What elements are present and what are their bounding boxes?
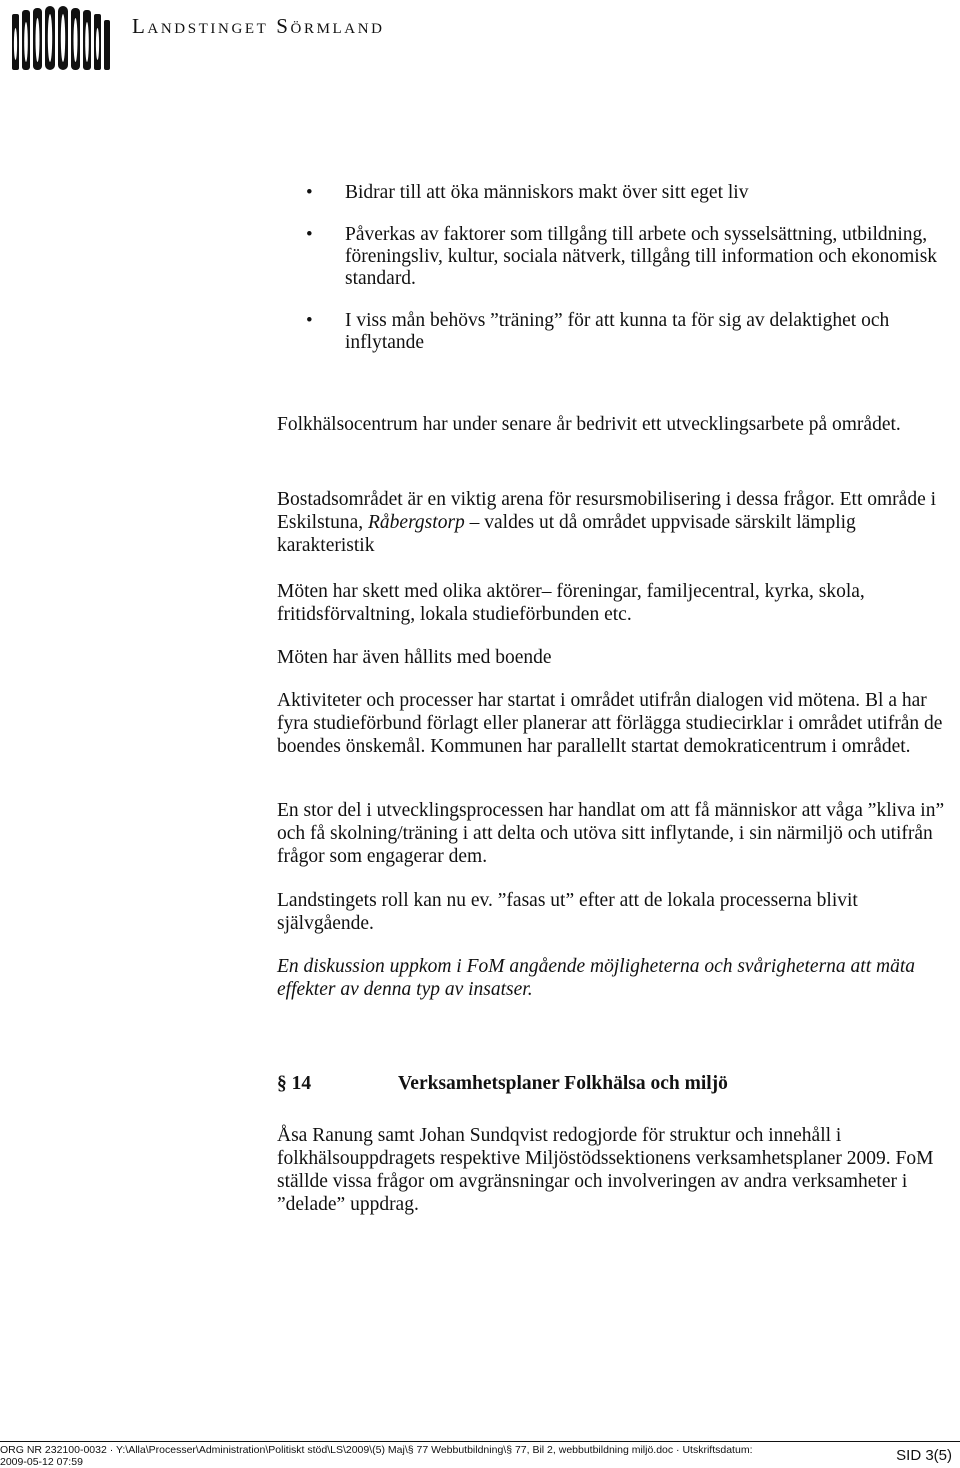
bullet-list bbox=[306, 182, 950, 374]
list-item-text: I viss mån behövs ”träning” för att kunna ta för sig av delaktighet och inflytande bbox=[345, 310, 890, 353]
paragraph: Landstingets roll kan nu ev. ”fasas ut” efter att de lokala processerna blivit självgående. bbox=[277, 890, 858, 934]
list-item bbox=[306, 310, 950, 354]
footer-text: ORG NR 232100-0032 · Y:\Alla\Processer\Administration\Politiskt stöd\LS\2009\(5) Maj\§ 77 Webbutbildning\§ 77, Bil 2, webbutbildning miljö.doc · Utskriftsdatum: 2009-05-12 07:59 bbox=[0, 1444, 753, 1468]
place-name: Råbergstorp bbox=[368, 512, 465, 533]
paragraph-text: – valdes ut då området uppvisade särskilt lämplig karakteristik bbox=[277, 512, 856, 556]
section-body: Åsa Ranung samt Johan Sundqvist redogjorde för struktur och innehåll i folkhälsouppdragets respektive Miljöstödssektionens verksamhetsplaner 2009. FoM ställde vissa frågor om avgränsningar och involveringen av andra verksamheter i ”delade” uppdrag. bbox=[277, 1125, 934, 1215]
paragraph-italic: En diskussion uppkom i FoM angående möjligheterna och svårigheterna att mäta effekter av denna typ av insatser. bbox=[277, 956, 915, 1000]
footer-divider bbox=[0, 1441, 960, 1442]
crown-of-trees-logo-icon bbox=[8, 4, 118, 74]
bullet-icon: • bbox=[306, 182, 313, 203]
bullet-icon: • bbox=[306, 224, 313, 245]
paragraph: Aktiviteter och processer har startat i området utifrån dialogen vid mötena. Bl a har fyra studieförbund förlagt eller planerar att förlägga studiecirklar i området utifrån de boendes önskemål. Kommunen har parallellt startat demokraticentrum i området. bbox=[277, 690, 943, 757]
page-number: SID 3(5) bbox=[896, 1447, 952, 1464]
section-title: Verksamhetsplaner Folkhälsa och miljö bbox=[398, 1073, 728, 1094]
list-item-text: Påverkas av faktorer som tillgång till arbete och sysselsättning, utbildning, föreningsliv, kultur, sociala nätverk, tillgång till information och ekonomisk standard. bbox=[345, 224, 938, 289]
section-number: § 14 bbox=[277, 1073, 312, 1094]
list-item bbox=[306, 224, 950, 290]
paragraph: En stor del i utvecklingsprocessen har handlat om att få människor att våga ”kliva in” och få skolning/träning i att delta och utöva sitt inflytande, i sin närmiljö och utifrån frågor som engagerar dem. bbox=[277, 800, 945, 867]
paragraph-text: Bostadsområdet är en viktig arena för resursmobilisering i dessa frågor. Ett område i Eskilstuna, bbox=[277, 489, 937, 533]
list-item-text: Bidrar till att öka människors makt över sitt eget liv bbox=[345, 182, 749, 203]
paragraph: Möten har skett med olika aktörer– föreningar, familjecentral, kyrka, skola, fritidsförvaltning, lokala studieförbunden etc. bbox=[277, 581, 865, 625]
paragraph bbox=[277, 488, 957, 557]
bullet-icon: • bbox=[306, 310, 313, 331]
paragraph: Folkhälsocentrum har under senare år bedrivit ett utvecklingsarbete på området. bbox=[277, 414, 901, 435]
organization-name: Landstinget Sörmland bbox=[132, 14, 385, 38]
list-item bbox=[306, 182, 950, 204]
paragraph: Möten har även hållits med boende bbox=[277, 647, 552, 668]
